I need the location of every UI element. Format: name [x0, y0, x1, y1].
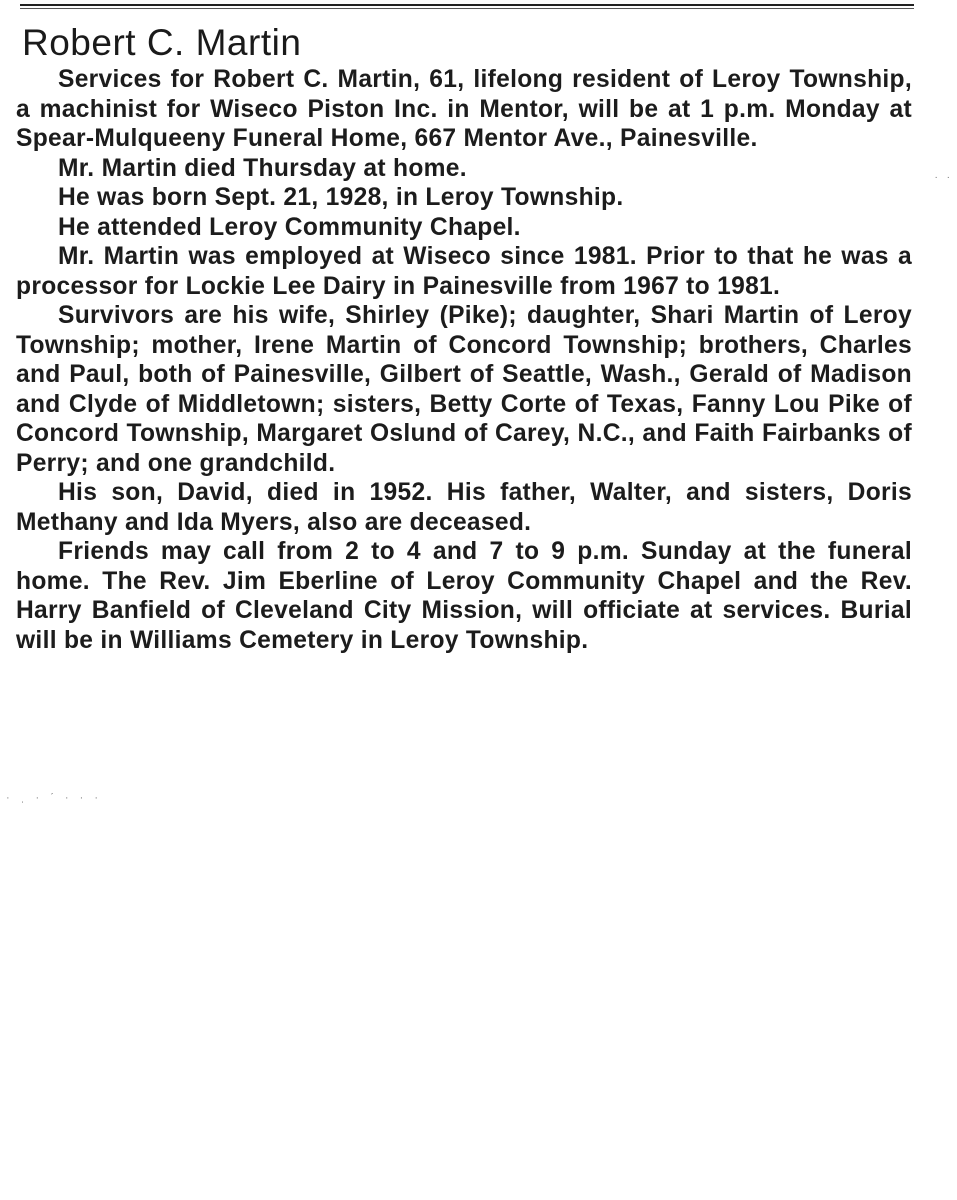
paragraph-visitation: Friends may call from 2 to 4 and 7 to 9 p.m. Sunday at the funeral home. The Rev. Jim Eberline of Leroy Community Chapel and the Rev. Harry Banfield of Cleveland City Mission, will officiate at services. Burial will be in Williams Cemetery in Leroy Township. — [16, 538, 912, 654]
scan-noise-margin: · · — [934, 172, 953, 183]
top-rule — [20, 4, 914, 9]
paragraph-employment: Mr. Martin was employed at Wiseco since 1981. Prior to that he was a processor for Lockie Lee Dairy in Painesville from 1967 to 1981. — [16, 243, 912, 300]
paragraph-death: Mr. Martin died Thursday at home. — [58, 154, 467, 182]
paragraph-survivors: Survivors are his wife, Shirley (Pike); daughter, Shari Martin of Leroy Township; mother, Irene Martin of Concord Township; brothers, Charles and Paul, both of Painesville, Gilbert of Seattle, Wash., Gerald of Madison and Clyde of Middletown; sisters, Betty Corte of Texas, Fanny Lou Pike of Concord Township, Margaret Oslund of Carey, N.C., and Faith Fairbanks of Perry; and one grandchild. — [16, 302, 912, 477]
paragraph-church: He attended Leroy Community Chapel. — [58, 213, 521, 241]
paragraph-services: Services for Robert C. Martin, 61, lifelong resident of Leroy Township, a machinist for Wiseco Piston Inc. in Mentor, will be at 1 p.m. Monday at Spear-Mulqueeny Funeral Home, 667 Mentor Ave., Painesville. — [16, 66, 912, 152]
paragraph-birth: He was born Sept. 21, 1928, in Leroy Township. — [58, 184, 624, 211]
obituary-body — [16, 65, 912, 655]
paragraph-deceased-relatives: His son, David, died in 1952. His father, Walter, and sisters, Doris Methany and Ida Myers, also are deceased. — [16, 479, 912, 536]
obituary-clipping — [16, 4, 912, 655]
scan-noise-footer: · ˌ · ˊ · · · — [6, 792, 102, 804]
obituary-headline: Robert C. Martin — [22, 22, 302, 63]
